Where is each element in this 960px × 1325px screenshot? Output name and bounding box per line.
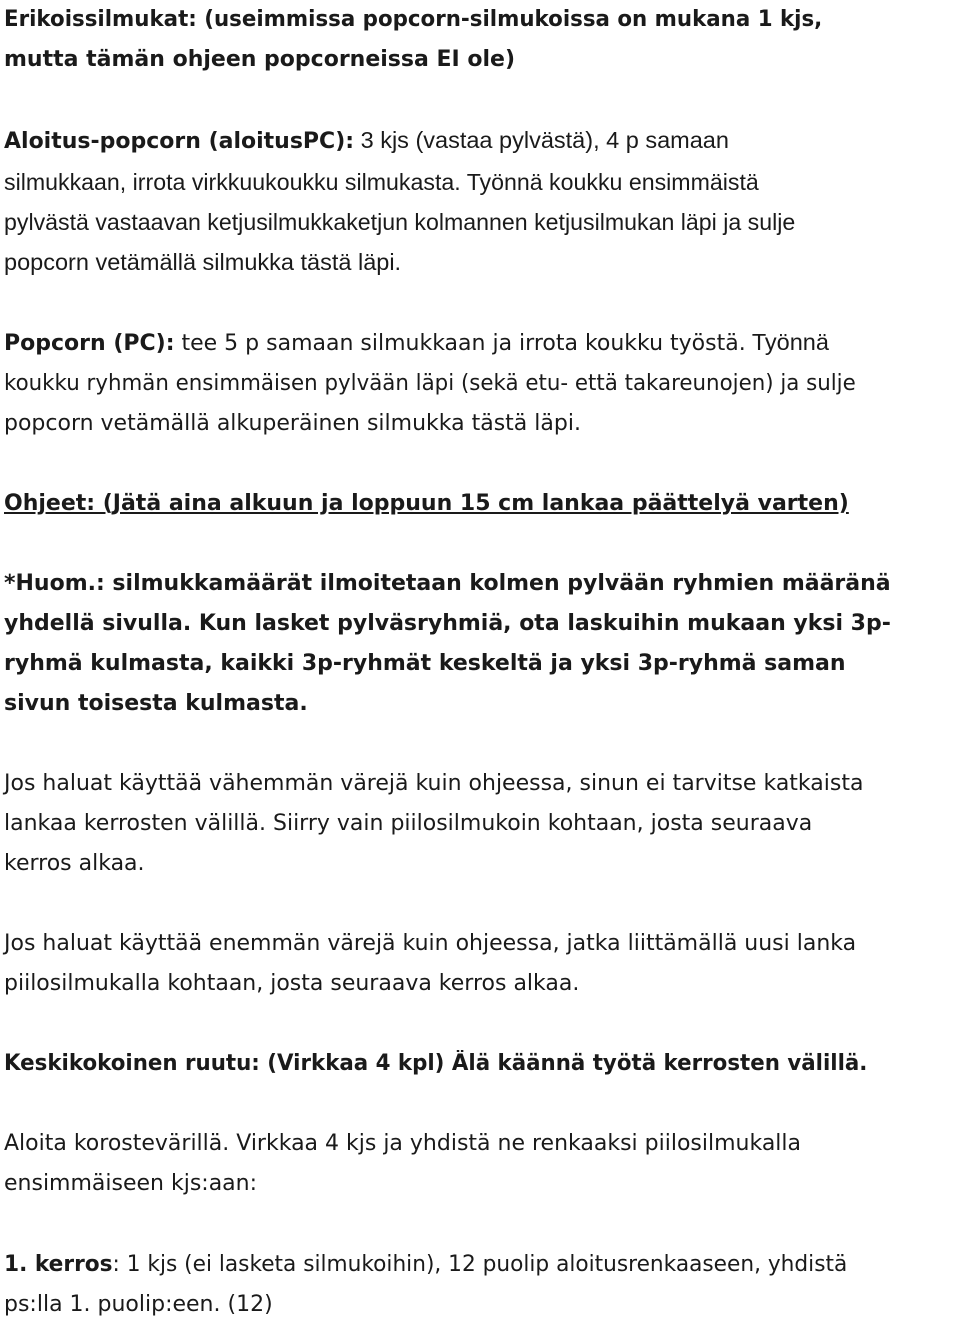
aloitus-popcorn-term: Aloitus-popcorn (aloitusPC): xyxy=(4,129,355,154)
spacer xyxy=(4,282,956,322)
aloitus-popcorn-line3: pylvästä vastaavan ketjusilmukkaketjun kolmannen ketjusilmukan läpi ja sulje xyxy=(4,209,796,235)
popcorn-line2: koukku ryhmän ensimmäisen pylvään läpi (sekä etu- että takareunojen) ja sulje xyxy=(4,371,856,396)
fewer-colors-line2: lankaa kerrosten välillä. Siirry vain piilosilmukoin kohtaan, josta seuraava xyxy=(4,811,813,836)
popcorn-term: Popcorn (PC): xyxy=(4,331,175,356)
popcorn-line1: Popcorn (PC): tee 5 p samaan silmukkaan ja irrota koukku työstä. Työnnä xyxy=(4,329,829,356)
spacer xyxy=(4,1084,956,1124)
aloitus-popcorn-line2: silmukkaan, irrota virkkuukoukku silmukasta. Työnnä koukku ensimmäistä xyxy=(4,169,759,195)
stitch-count-note xyxy=(4,564,956,724)
spacer xyxy=(4,444,956,484)
medium-square-heading: Keskikokoinen ruutu: (Virkkaa 4 kpl) Älä käännä työtä kerrosten välillä. xyxy=(4,1051,868,1076)
spacer xyxy=(4,1004,956,1044)
popcorn-line3: popcorn vetämällä alkuperäinen silmukka tästä läpi. xyxy=(4,411,581,436)
aloitus-popcorn-line1: Aloitus-popcorn (aloitusPC): 3 kjs (vastaa pylvästä), 4 p samaan xyxy=(4,127,729,154)
spacer xyxy=(4,524,956,564)
start-line1: Aloita korostevärillä. Virkkaa 4 kjs ja yhdistä ne renkaaksi piilosilmukalla xyxy=(4,1131,802,1156)
fewer-colors-line1: Jos haluat käyttää vähemmän värejä kuin ohjeessa, sinun ei tarvitse katkaista xyxy=(4,771,864,796)
more-colors-paragraph xyxy=(4,924,956,1004)
document-page xyxy=(4,0,956,1325)
fewer-colors-paragraph xyxy=(4,764,956,884)
aloitus-popcorn-line4: popcorn vetämällä silmukka tästä läpi. xyxy=(4,249,402,275)
spacer xyxy=(4,724,956,764)
more-colors-line1: Jos haluat käyttää enemmän värejä kuin ohjeessa, jatka liittämällä uusi lanka xyxy=(4,931,857,956)
instructions-heading: Ohjeet: (Jätä aina alkuun ja loppuun 15 cm lankaa päättelyä varten) xyxy=(4,491,849,516)
round-1-line1: 1. kerros: 1 kjs (ei lasketa silmukoihin), 12 puolip aloitusrenkaaseen, yhdistä xyxy=(4,1252,848,1277)
fewer-colors-line3: kerros alkaa. xyxy=(4,851,145,876)
spacer xyxy=(4,1204,956,1244)
note-line2: yhdellä sivulla. Kun lasket pylväsryhmiä, ota laskuihin mukaan yksi 3p- xyxy=(4,611,891,636)
start-line2: ensimmäiseen kjs:aan: xyxy=(4,1171,258,1196)
special-stitches-heading-line1: Erikoissilmukat: (useimmissa popcorn-silmukoissa on mukana 1 kjs, xyxy=(4,7,823,32)
spacer xyxy=(4,884,956,924)
note-line1: *Huom.: silmukkamäärät ilmoitetaan kolmen pylvään ryhmien määränä xyxy=(4,571,891,596)
aloitus-popcorn-definition xyxy=(4,120,956,282)
start-paragraph xyxy=(4,1124,956,1204)
special-stitches-heading-line2: mutta tämän ohjeen popcorneissa EI ole) xyxy=(4,47,515,72)
round-1-label: 1. kerros xyxy=(4,1252,113,1277)
note-line3: ryhmä kulmasta, kaikki 3p-ryhmät keskeltä ja yksi 3p-ryhmä saman xyxy=(4,651,846,676)
note-line4: sivun toisesta kulmasta. xyxy=(4,691,308,716)
popcorn-definition xyxy=(4,322,956,444)
round-1-instruction xyxy=(4,1244,956,1325)
round-1-line2: ps:lla 1. puolip:een. (12) xyxy=(4,1292,273,1317)
more-colors-line2: piilosilmukalla kohtaan, josta seuraava kerros alkaa. xyxy=(4,971,580,996)
spacer xyxy=(4,80,956,120)
